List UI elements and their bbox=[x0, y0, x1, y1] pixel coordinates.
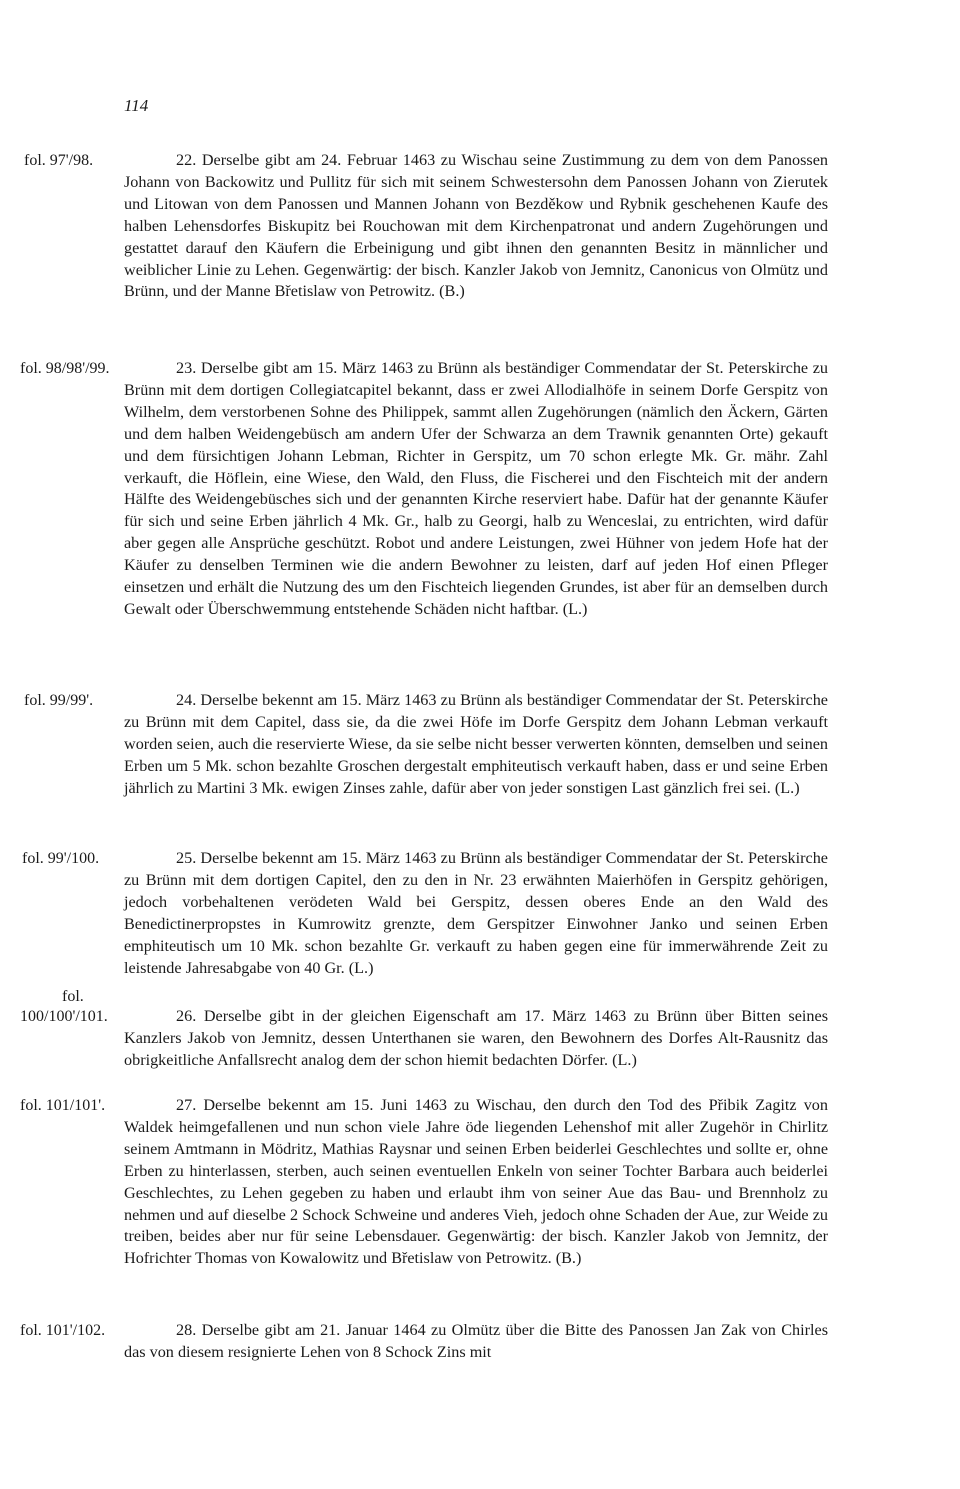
entry-26 bbox=[124, 1006, 828, 1072]
folio-reference-line2: 100/100'/101. bbox=[20, 1008, 108, 1025]
entry-text: 28. Derselbe gibt am 21. Januar 1464 zu Olmütz über die Bitte des Panossen Jan Zak von Chirles das von diesem resignierte Lehen von 8 Schock Zins mit bbox=[124, 1321, 828, 1361]
folio-reference: fol. 101/101'. bbox=[20, 1097, 106, 1114]
entry-text: 27. Derselbe bekennt am 15. Juni 1463 zu Wischau, den durch den Tod des Přibik Zagitz von Waldek heimgefallenen und nun schon viele Jahre öde liegenden Lehenshof mit aller Zugehör in Chirlitz seinem Amtmann in Mödritz, Mathias Raysnar und seinen Erben beiderlei Geschlechtes und sollte er, ohne Erben zu hinterlassen, sterben, auch seinen eventuellen Enkeln von seiner Tochter Barbara auch beiderlei Geschlechtes, zu Lehen gegeben zu haben und erlaubt ihm von seiner Aue das Bau- und Brennholz zu nehmen und auf dieselbe 2 Schock Schweine und anderes Vieh, jedoch ohne Schaden der Aue, zur Weide zu treiben, beides aber nur für seine Lebensdauer. Gegenwärtig: der bisch. Kanzler Jakob von Jemnitz, der Hofrichter Thomas von Kowalowitz und Břetislaw von Petrowitz. (B.) bbox=[124, 1096, 828, 1268]
entry-28 bbox=[124, 1320, 828, 1364]
entry-text: 25. Derselbe bekennt am 15. März 1463 zu Brünn als beständiger Commendatar der St. Peterskirche zu Brünn mit dem dortigen Capitel, den zu den in Nr. 23 erwähnten Maierhöfen in Gerspitz gehörigen, jedoch vorbehaltenen verödeten Wald bei Gerspitz, dessen oberes Ende an den Wald des Benedictinerpropstes in Kumrowitz grenzte, dem Gerspitzer Einwohner Janko und seinen Erben emphiteutisch um 10 Mk. schon bezahlte Gr. verkauft zu haben gegen eine für immerwährende Zeit zu leistende Jahresabgabe von 40 Gr. (L.) bbox=[124, 849, 828, 977]
entry-22 bbox=[124, 150, 828, 303]
folio-reference: fol. 99/99'. bbox=[24, 692, 94, 709]
page-number: 114 bbox=[124, 96, 149, 115]
entry-24 bbox=[124, 690, 828, 800]
entry-23 bbox=[124, 358, 828, 621]
entry-27 bbox=[124, 1095, 828, 1270]
folio-reference: fol. 101'/102. bbox=[20, 1322, 106, 1339]
entry-25 bbox=[124, 848, 828, 979]
folio-reference: fol. 99'/100. bbox=[22, 850, 100, 867]
folio-reference: fol. 97'/98. bbox=[24, 152, 94, 169]
entry-text: 23. Derselbe gibt am 15. März 1463 zu Brünn als beständiger Commendatar der St. Peterskirche zu Brünn mit dem dortigen Collegiatcapitel bekannt, dass er zwei Allodialhöfe in seinem Dorfe Gerspitz von Wilhelm, dem verstorbenen Sohne des Philippek, sammt allen Zugehörungen (nämlich den Äckern, Gärten und dem halben Weidengebüsch am andern Ufer der Schwarza an dem Trawnik genannten Orte) gekauft und dem fürsichtigen Johann Lebman, Richter in Gerspitz, um 70 schon erlegte Mk. Gr. mähr. Zahl verkauft, die Höflein, eine Wiese, den Wald, den Fluss, die Fischerei und den Fischteich mit der andern Hälfte des Weidengebüsches sich und der genannten Kirche reserviert habe. Dafür hat der genannte Käufer für sich und seine Erben jährlich 4 Mk. Gr., halb zu Georgi, halb zu Wenceslai, zu entrichten, wird dafür aber gegen alle Ansprüche geschützt. Robot und andere Leistungen, zwei Hühner von jedem Hofe hat der Käufer zu denselben Terminen wie die andern Bewohner zu leisten, darf auf jeden Hof einen Pfleger einsetzen und erhält die Nutzung des um den Fischteich liegenden Grundes, ist aber für an demselben durch Gewalt oder Überschwemmung entstehende Schäden nicht haftbar. (L.) bbox=[124, 359, 828, 618]
entry-text: 22. Derselbe gibt am 24. Februar 1463 zu Wischau seine Zustimmung zu dem von dem Panossen Johann von Backowitz und Pullitz für sich mit seinem Schwestersohn dem Panossen Johann von Zierutek und Litowan von dem Panossen und Mannen Johann von Bezděkow und Rybnik geschehenen Kaufe des halben Lehensdorfes Biskupitz bei Rouchowan mit dem Kirchenpatronat und andern Zugehörungen und gestattet darauf den Käufern die Erbeinigung und gibt ihnen den genannten Besitz in männlicher und weiblicher Linie zu Lehen. Gegenwärtig: der bisch. Kanzler Jakob von Jemnitz, Canonicus von Olmütz und Brünn, und der Manne Břetislaw von Petrowitz. (B.) bbox=[124, 151, 828, 301]
entry-text: 26. Derselbe gibt in der gleichen Eigenschaft am 17. März 1463 zu Brünn über Bitten seines Kanzlers Jakob von Jemnitz, dessen Unterthanen sie waren, den Bewohnern des Dorfes Alt-Rausnitz das obrigkeitliche Anfallsrecht analog dem der schon hiemit bedachten Dörfer. (L.) bbox=[124, 1007, 828, 1069]
entry-text: 24. Derselbe bekennt am 15. März 1463 zu Brünn als beständiger Commendatar der St. Peterskirche zu Brünn mit dem Capitel, dass sie, da die zwei Höfe im Dorfe Gerspitz dem Johann Lebman verkauft worden seien, auch die reservierte Wiese, da sie selbe nicht besser verwerten könnten, demselben und seinen Erben um 5 Mk. schon bezahlte Groschen dergestalt emphiteutisch verkauft haben, dass er und seine Erben jährlich zu Martini 3 Mk. ewigen Zinses zahle, dafür aber von jeder sonstigen Last gänzlich frei sei. (L.) bbox=[124, 691, 828, 797]
folio-reference: fol. 98/98'/99. bbox=[20, 360, 110, 377]
folio-reference-line1: fol. bbox=[62, 988, 84, 1005]
